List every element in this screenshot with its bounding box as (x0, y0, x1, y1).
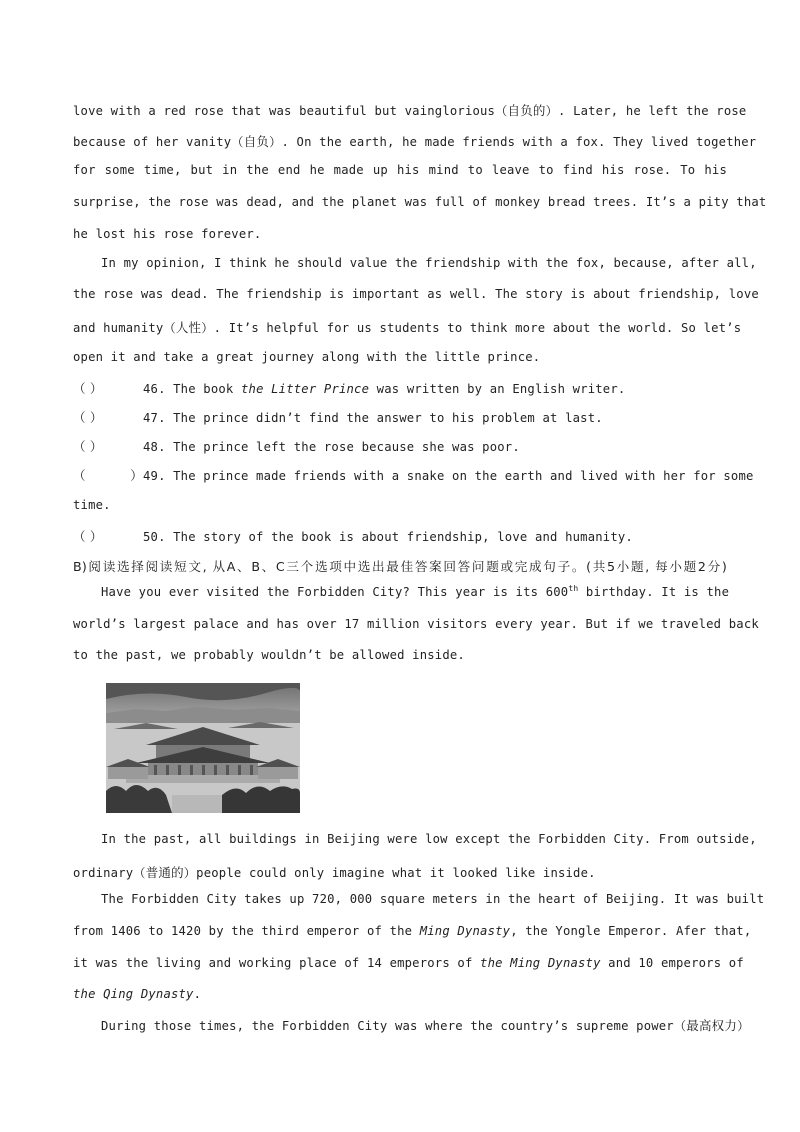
question-49-continued: time. (73, 498, 111, 512)
palace-image (106, 683, 300, 813)
text-line: he lost his rose forever. (73, 227, 262, 241)
text-line: and humanity（人性）. It’s helpful for us students to think more about the world. So let’s (73, 320, 742, 335)
question-48: （ ） 48. The prince left the rose because she was poor. (73, 439, 520, 454)
text-line: Have you ever visited the Forbidden City? This year is its 600th birthday. It is the (101, 584, 730, 599)
answer-blank[interactable]: （ ） (73, 381, 103, 396)
question-46: （ ） 46. The book the Litter Prince was written by an English writer. (73, 381, 626, 396)
question-50: （ ） 50. The story of the book is about friendship, love and humanity. (73, 529, 633, 544)
text-line: love with a red rose that was beautiful but vainglorious（自负的）. Later, he left the rose (73, 103, 747, 118)
text-line: from 1406 to 1420 by the third emperor of the Ming Dynasty, the Yongle Emperor. Afer that, (73, 924, 752, 938)
answer-blank[interactable]: （ ） (73, 468, 143, 483)
question-49: （ ）49. The prince made friends with a snake on the earth and lived with her for some (73, 468, 754, 483)
text-line: During those times, the Forbidden City was where the country’s supreme power（最高权力） (101, 1018, 750, 1033)
text-line: In my opinion, I think he should value the friendship with the fox, because, after all, (101, 256, 757, 270)
answer-blank[interactable]: （ ） (73, 439, 103, 454)
text-line: world’s largest palace and has over 17 million visitors every year. But if we traveled back (73, 617, 759, 631)
text-line: because of her vanity（自负）. On the earth, he made friends with a fox. They lived together (73, 134, 757, 149)
text-line: In the past, all buildings in Beijing were low except the Forbidden City. From outside, (101, 832, 757, 846)
text-line: ordinary（普通的）people could only imagine what it looked like inside. (73, 865, 596, 880)
text-line: the Qing Dynasty. (73, 987, 202, 1001)
text-line: The Forbidden City takes up 720, 000 square meters in the heart of Beijing. It was built (101, 892, 765, 906)
text-line: surprise, the rose was dead, and the planet was full of monkey bread trees. It’s a pity that (73, 195, 767, 209)
section-b-heading: B)阅读选择阅读短文, 从A、B、C三个选项中选出最佳答案回答问题或完成句子。(共5小题, 每小题2分) (73, 559, 727, 574)
question-47: （ ） 47. The prince didn’t find the answer to his problem at last. (73, 410, 603, 425)
forbidden-city-photo (106, 683, 300, 813)
answer-blank[interactable]: （ ） (73, 410, 103, 425)
text-line: the rose was dead. The friendship is important as well. The story is about friendship, love (73, 287, 759, 301)
answer-blank[interactable]: （ ） (73, 529, 103, 544)
text-line: it was the living and working place of 14 emperors of the Ming Dynasty and 10 emperors of (73, 956, 744, 970)
text-line: for some time, but in the end he made up his mind to leave to find his rose. To his (73, 163, 727, 177)
text-line: open it and take a great journey along with the little prince. (73, 350, 541, 364)
text-line: to the past, we probably wouldn’t be allowed inside. (73, 648, 465, 662)
